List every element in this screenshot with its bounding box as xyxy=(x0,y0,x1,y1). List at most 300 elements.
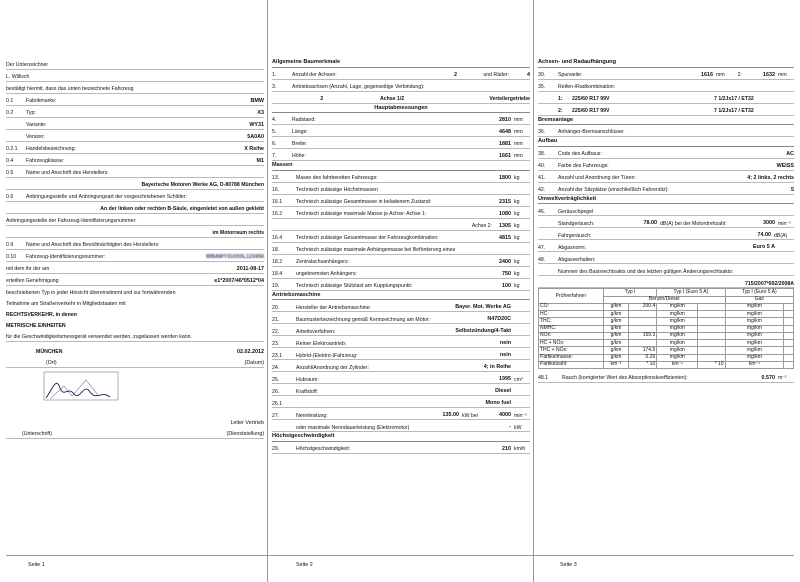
field-label: Nennleistung: xyxy=(296,412,328,419)
field-number: 0.4 xyxy=(6,158,14,165)
field-value: 4815 xyxy=(499,234,511,241)
field-number: 19. xyxy=(272,283,280,290)
emission-unit-3: mg/km xyxy=(725,332,784,339)
field-unit: kg xyxy=(514,175,520,182)
field-number: 23. xyxy=(272,340,280,347)
emission-value-1: 0.26 xyxy=(629,354,657,361)
field-number: 13. xyxy=(272,175,280,182)
field-label: Breite: xyxy=(292,141,307,148)
vin-row xyxy=(6,250,264,262)
conformity-line-5: für die Geschwindigkeitsmessgerät verwendet werden, zugelassen werden kann. xyxy=(6,330,264,342)
vin-location-value: im Motorraum rechts xyxy=(6,226,264,238)
vin-location-label: Anbringungsstelle der Fahrzeug-Identifizierungsnummer: xyxy=(6,214,264,226)
mass-row xyxy=(272,219,530,231)
field-label: Reiner Elektroantrieb: xyxy=(296,340,347,347)
field-number: 16. xyxy=(272,187,280,194)
field-row xyxy=(6,142,264,154)
emission-value-1: 159.3 xyxy=(629,332,657,339)
emission-value-1 xyxy=(629,325,657,332)
emission-unit-3: mg/km xyxy=(725,311,784,318)
field-label: Anzahl und Anordnung der Türen: xyxy=(558,175,636,182)
field-number: 20. xyxy=(272,304,280,311)
emission-value-3 xyxy=(784,347,794,354)
engine-row xyxy=(272,396,530,408)
field-label: Radstand: xyxy=(292,117,316,124)
column-divider-1 xyxy=(267,0,268,582)
field-number: 26. xyxy=(272,388,280,395)
emission-unit-1: g/km xyxy=(603,354,628,361)
mass-row xyxy=(272,183,530,195)
manufacturer-value: Bayerische Motoren Werke AG, D-80788 München xyxy=(6,178,264,190)
field-label: Abgasverhalten: xyxy=(558,256,596,263)
emission-value-2 xyxy=(698,340,725,347)
wheels-label: und Räder: xyxy=(483,71,509,78)
column-3 xyxy=(538,58,794,548)
emission-unit-1: g/km xyxy=(603,325,628,332)
emission-value-2: * 10 xyxy=(698,361,725,368)
emission-value-3 xyxy=(784,311,794,318)
field-unit: mm xyxy=(514,141,523,148)
field-label: Handelsbezeichnung: xyxy=(26,146,76,153)
column-2 xyxy=(272,58,530,548)
field-value: 1080 xyxy=(499,210,511,217)
emission-unit-1: g/km xyxy=(603,303,628,310)
axles-count: 2 xyxy=(454,71,457,78)
section-environment: Umweltverträglichkeit xyxy=(538,197,794,205)
field-value: Selbstzündung/4-Takt xyxy=(455,328,511,335)
emission-unit-3: mg/km xyxy=(725,318,784,325)
tyre-spec: 225/60 R17 99V xyxy=(572,107,610,114)
field-label: Technisch zulässige Gesamtmasse in beladenem Zustand: xyxy=(296,199,432,206)
footer-page-1: Seite 1 xyxy=(28,562,45,568)
group-head-gas: Gas xyxy=(725,296,793,303)
legal-act-row xyxy=(538,264,794,276)
emission-name: NOx: xyxy=(539,332,604,339)
emission-unit-1: g/km xyxy=(603,340,628,347)
field-row xyxy=(6,106,264,118)
field-value: WEISS xyxy=(776,162,794,169)
field-number: 0.1 xyxy=(6,98,14,105)
emission-unit-2: mg/km xyxy=(657,318,698,325)
field-value: Euro 5 A xyxy=(753,244,775,251)
field-label: ungebremsten Anhängers: xyxy=(296,271,357,278)
field-number: 4. xyxy=(272,117,277,124)
field-label: Abgasnorm: xyxy=(558,244,586,251)
conformity-line-2: Teilnahme am Straßenverkehr in Mitgliedstaaten mit xyxy=(6,301,126,308)
field-label: Rauch (korrigierter Wert des Absorptionskoeffizienten): xyxy=(562,375,688,382)
noise-standing-unit: dB(A) bei der Motordrehzahl: xyxy=(660,220,727,227)
field-unit: m⁻¹ xyxy=(778,375,787,382)
field-unit: cm³ xyxy=(514,376,523,383)
field-number: 48.1 xyxy=(538,375,549,382)
plates-label-row xyxy=(6,190,264,202)
noise-driving-value: 74.00 xyxy=(757,232,771,239)
field-value: X3 xyxy=(257,110,264,117)
col-head-method: Prüfverfahren xyxy=(539,289,604,304)
field-unit: kg xyxy=(514,223,520,230)
field-label: Antriebsachsen (Anzahl, Lage, gegenseitige Verbindung): xyxy=(292,83,425,90)
field-number: 38. xyxy=(538,151,546,158)
body-row xyxy=(538,159,794,171)
field-label: mit dem ihr der am xyxy=(6,266,50,273)
drive-axles-count: 2 xyxy=(320,95,324,102)
field-unit: kg xyxy=(514,271,520,278)
section-max-speed: Höchstgeschwindigkeit xyxy=(272,434,530,442)
emission-value-3 xyxy=(784,303,794,310)
noise-standing-rpm-unit: min⁻¹ xyxy=(778,220,791,227)
max-speed-row xyxy=(272,442,530,454)
engine-row xyxy=(272,348,530,360)
emission-unit-1: g/km xyxy=(603,311,628,318)
emission-unit-1: g/km xyxy=(603,332,628,339)
emission-value-1 xyxy=(629,311,657,318)
tyre-index: 2: xyxy=(558,107,563,114)
field-number: 25. xyxy=(272,376,280,383)
power-rpm: 4000 xyxy=(499,412,511,419)
field-number: 0.5 xyxy=(6,170,14,177)
footer-divider xyxy=(6,555,794,556)
field-value: 1881 xyxy=(499,141,511,148)
field-number: 0.6 xyxy=(6,194,14,201)
table-row xyxy=(539,303,794,310)
signature-role-row xyxy=(6,416,264,427)
engine-row xyxy=(272,324,530,336)
engine-row xyxy=(272,384,530,396)
emission-name: HC: xyxy=(539,311,604,318)
field-row xyxy=(6,94,264,106)
field-number: 26.1 xyxy=(272,400,283,407)
signature-label: (Unterschrift) xyxy=(22,431,52,438)
dimension-row xyxy=(272,149,530,161)
field-label: Fabrikmarke: xyxy=(26,98,57,105)
field-value: Bayer. Mot. Werke AG xyxy=(455,304,511,311)
field-label: Geräuschpegel xyxy=(558,208,594,215)
section-masses: Massen xyxy=(272,163,530,171)
emission-value-2 xyxy=(698,325,725,332)
table-row xyxy=(539,354,794,361)
group-head-petrol-diesel: Benzin/Diesel xyxy=(603,296,725,303)
track-width-row xyxy=(538,68,794,80)
field-label: oder maximale Nenndauerleistung (Elektromotor) xyxy=(296,424,410,431)
field-value: N47D20C xyxy=(487,316,511,323)
field-row xyxy=(6,118,264,130)
field-label: Höchstgeschwindigkeit: xyxy=(296,446,351,453)
noise-driving-row xyxy=(538,228,794,240)
field-value: 4648 xyxy=(499,129,511,136)
field-unit: km/h xyxy=(514,446,526,453)
field-label: Hybrid-(Elektro-)Fahrzeug: xyxy=(296,352,358,359)
power-value: 135.00 xyxy=(442,412,459,419)
field-label: Arbeitsverfahren: xyxy=(296,328,336,335)
footer-page-2: Seite 2 xyxy=(296,562,313,568)
emission-value-2 xyxy=(698,332,725,339)
emission-unit-3: mg/km xyxy=(725,354,784,361)
mass-row xyxy=(272,195,530,207)
dimension-row xyxy=(272,113,530,125)
conformity-line-4: METRISCHE EINHEITEN xyxy=(6,323,66,330)
emission-value-2 xyxy=(698,354,725,361)
date-issue-value: 2011-08-17 xyxy=(236,266,264,273)
role-label: (Dienststellung) xyxy=(226,431,264,438)
field-unit: mm xyxy=(514,153,523,160)
role-name: Leiter Vertrieb xyxy=(230,420,264,427)
field-label: Version: xyxy=(26,134,45,141)
field-label: Kraftstoff: xyxy=(296,388,319,395)
field-number: 30. xyxy=(538,71,546,78)
field-label: Variante: xyxy=(26,122,47,129)
field-label: Fahrzeug-Identifizierungsnummer: xyxy=(26,254,106,261)
emission-value-1 xyxy=(629,340,657,347)
field-number: 0.2 xyxy=(6,110,14,117)
field-label: Hersteller der Antriebsmaschine: xyxy=(296,304,371,311)
place-value: MÜNCHEN xyxy=(36,349,63,356)
field-number: 1. xyxy=(272,71,277,78)
approval-value: e1*2007/46*0512*04 xyxy=(214,278,264,285)
column-1 xyxy=(6,58,264,548)
field-label: Name und Anschrift des Bevollmächtigten des Herstellers: xyxy=(26,242,160,249)
noise-standing-value: 78.00 xyxy=(643,220,657,227)
signer-name: L. Willisch xyxy=(6,70,264,82)
col-head-type1-euro5a-gas: Typ I (Euro 5 A) xyxy=(725,289,793,296)
noise-driving-unit: dB(A) xyxy=(774,232,788,239)
field-label: Typ: xyxy=(26,110,36,117)
field-label: erteilten Genehmigung xyxy=(6,278,59,285)
field-number: 47. xyxy=(538,244,546,251)
field-label: Farbe des Fahrzeugs: xyxy=(558,163,609,170)
mass-row xyxy=(272,207,530,219)
signature-role-labels xyxy=(6,427,264,439)
field-number: 3. xyxy=(272,83,277,90)
tyre-row xyxy=(538,92,794,104)
column-divider-2 xyxy=(533,0,534,582)
field-label: Anzahl der Achsen: xyxy=(292,71,337,78)
place-label: (Ort) xyxy=(46,360,57,367)
emission-name: THC: xyxy=(539,318,604,325)
field-label: Fahrzeugklasse: xyxy=(26,158,65,165)
field-value: 2400 xyxy=(499,258,511,265)
section-body: Aufbau xyxy=(538,139,794,147)
authorized-rep-row xyxy=(6,238,264,250)
tyre-index: 1: xyxy=(558,95,563,102)
field-number: 42. xyxy=(538,187,546,194)
table-row xyxy=(539,340,794,347)
emission-value-3 xyxy=(784,354,794,361)
axles-wheels-row xyxy=(272,68,530,80)
mass-row xyxy=(272,171,530,183)
continuous-power-row xyxy=(272,420,530,432)
emission-unit-2: mg/km xyxy=(657,303,698,310)
drive-axles-value-row xyxy=(272,92,530,104)
table-row xyxy=(539,361,794,368)
field-label: Achse 2: xyxy=(471,223,492,230)
place-date-labels xyxy=(6,356,264,368)
field-number: 21. xyxy=(272,316,280,323)
signature-icon xyxy=(26,368,136,412)
power-rpm-unit: min⁻¹ xyxy=(514,412,527,419)
section-brakes: Bremsanlage xyxy=(538,118,794,126)
field-number: 41. xyxy=(538,175,546,182)
field-value: nein xyxy=(499,340,511,347)
field-label: Standgeräusch: xyxy=(558,220,595,227)
noise-standing-rpm: 3000 xyxy=(763,220,775,227)
emission-unit-2: mg/km xyxy=(657,354,698,361)
table-row xyxy=(539,347,794,354)
field-label: Anhänger-Bremsanschlüsse: xyxy=(558,129,625,136)
footer-page-3: Seite 3 xyxy=(560,562,577,568)
emission-value-1: 200.4 xyxy=(629,303,657,310)
field-value: 2315 xyxy=(499,198,511,205)
section-main-dimensions: Hauptabmessungen xyxy=(272,106,530,114)
track-1-unit: mm xyxy=(716,71,725,78)
engine-row xyxy=(272,312,530,324)
emission-value-2 xyxy=(698,318,725,325)
emission-unit-3: mg/km xyxy=(725,340,784,347)
emission-unit-3: km⁻¹ xyxy=(725,361,784,368)
field-label: Hubraum: xyxy=(296,376,319,383)
field-value: 100 xyxy=(502,282,511,289)
table-row xyxy=(539,332,794,339)
field-value: WY31 xyxy=(249,122,264,129)
field-value: 1995 xyxy=(499,376,511,383)
field-number: 23.1 xyxy=(272,352,283,359)
field-value: 210 xyxy=(502,446,511,453)
field-number: 35. xyxy=(538,83,546,90)
date-issue-row xyxy=(6,262,264,274)
field-number: 5. xyxy=(272,129,277,136)
field-value: Mono fuel xyxy=(485,400,511,407)
signature-area xyxy=(6,368,264,414)
section-general-features: Allgemeine Baumerkmale xyxy=(272,60,530,68)
exhaust-behaviour-row xyxy=(538,252,794,264)
emission-value-1: 174.5 xyxy=(629,347,657,354)
place-date-row xyxy=(6,345,264,356)
tyre-spec: 225/60 R17 99V xyxy=(572,95,610,102)
field-unit: kW xyxy=(514,424,522,431)
confirm-text: bestätigt hiermit, dass das unten bezeichnete Fahrzeug xyxy=(6,82,264,94)
emission-name: NMHC: xyxy=(539,325,604,332)
field-unit: kg xyxy=(514,235,520,242)
emission-value-3 xyxy=(784,318,794,325)
smoke-row xyxy=(538,371,794,383)
noise-head-row xyxy=(538,204,794,216)
trailer-brake-row xyxy=(538,125,794,137)
field-number: 18.4 xyxy=(272,271,283,278)
emission-value-1: * 10 xyxy=(629,361,657,368)
field-number: 18. xyxy=(272,247,280,254)
rim-spec: 7 1/2Jx17 / ET32 xyxy=(714,107,754,114)
field-unit: kg xyxy=(514,211,520,218)
emission-value-3 xyxy=(784,361,794,368)
emission-unit-3: mg/km xyxy=(725,303,784,310)
field-number: 40. xyxy=(538,163,546,170)
field-label: Höhe: xyxy=(292,153,306,160)
field-value: 4; 2 links, 2 rechts xyxy=(747,174,794,181)
field-value: Diesel xyxy=(495,388,511,395)
field-number: 0.10 xyxy=(6,254,17,261)
field-label: Anzahl/Anordnung der Zylinder: xyxy=(296,364,369,371)
field-unit: kg xyxy=(514,283,520,290)
engine-row xyxy=(272,300,530,312)
field-label: Anzahl der Sitzplätze (einschließlich Fahrersitz): xyxy=(558,187,669,194)
emission-unit-2: km⁻¹ xyxy=(657,361,698,368)
table-row xyxy=(539,311,794,318)
emission-unit-1: g/km xyxy=(603,347,628,354)
emission-value-1 xyxy=(629,318,657,325)
field-row xyxy=(6,130,264,142)
emissions-table xyxy=(538,288,794,369)
track-1-value: 1616 xyxy=(701,71,713,78)
field-value: 4; in Reihe xyxy=(483,364,511,371)
body-row xyxy=(538,171,794,183)
emission-standard-row xyxy=(538,240,794,252)
emission-unit-2: mg/km xyxy=(657,332,698,339)
emission-name: Partikelmasse: xyxy=(539,354,604,361)
field-number: 48. xyxy=(538,256,546,263)
dimension-row xyxy=(272,125,530,137)
manufacturer-label-row xyxy=(6,166,264,178)
drive-axles-link: Verteilergetriebe xyxy=(489,95,530,102)
emission-value-3 xyxy=(784,332,794,339)
emission-name: THC + NOx: xyxy=(539,347,604,354)
field-value: 1800 xyxy=(499,174,511,181)
track-2-label: 2: xyxy=(737,71,742,78)
emission-value-2 xyxy=(698,347,725,354)
field-label: Technisch zulässige Gesamtmasse der Fahrzeugkombination: xyxy=(296,235,439,242)
table-row xyxy=(539,318,794,325)
mass-row xyxy=(272,243,530,255)
noise-standing-row xyxy=(538,216,794,228)
field-label: Technisch zulässige maximale Anhängemasse bei Beförderung eines xyxy=(296,247,456,254)
field-number: 16.2 xyxy=(272,211,283,218)
emission-value-2 xyxy=(698,311,725,318)
emission-unit-2: mg/km xyxy=(657,325,698,332)
emission-unit-2: mg/km xyxy=(657,340,698,347)
field-label: Technisch zulässige maximale Masse je Achse: Achse 1: xyxy=(296,211,427,218)
legal-act-value: 715/2007*692/2008A xyxy=(538,276,794,288)
field-number: 24. xyxy=(272,364,280,371)
power-unit: kW bei xyxy=(462,412,478,419)
field-number: 18.2 xyxy=(272,259,283,266)
field-label: Name und Anschrift des Herstellers: xyxy=(26,170,109,177)
tyre-row xyxy=(538,104,794,116)
field-label: Fahrgeräusch: xyxy=(558,232,592,239)
field-number: 0.9 xyxy=(6,242,14,249)
field-value: BMW xyxy=(250,98,264,105)
field-row xyxy=(6,154,264,166)
date-label: (Datum) xyxy=(244,360,264,367)
col-head-type1: Typ I xyxy=(603,289,656,296)
field-label: Länge: xyxy=(292,129,308,136)
emission-unit-3: mg/km xyxy=(725,325,784,332)
mass-row xyxy=(272,255,530,267)
field-unit: mm xyxy=(514,117,523,124)
mass-row xyxy=(272,267,530,279)
field-value: 1305 xyxy=(499,222,511,229)
field-label: Anbringungsstelle und Anbringungsart der vorgeschriebenen Schilder: xyxy=(26,194,187,201)
field-unit: kg xyxy=(514,199,520,206)
dimension-row xyxy=(272,137,530,149)
emission-unit-2: mg/km xyxy=(657,347,698,354)
emission-value-3 xyxy=(784,325,794,332)
field-number: 22. xyxy=(272,328,280,335)
drive-axles-label-row xyxy=(272,80,530,92)
field-number: 16.1 xyxy=(272,199,283,206)
emission-value-2 xyxy=(698,303,725,310)
emission-name: CO: xyxy=(539,303,604,310)
col-head-type1-euro5a: Typ I (Euro 5 A) xyxy=(657,289,725,296)
wheels-count: 4 xyxy=(527,71,530,78)
field-value: 750 xyxy=(502,270,511,277)
